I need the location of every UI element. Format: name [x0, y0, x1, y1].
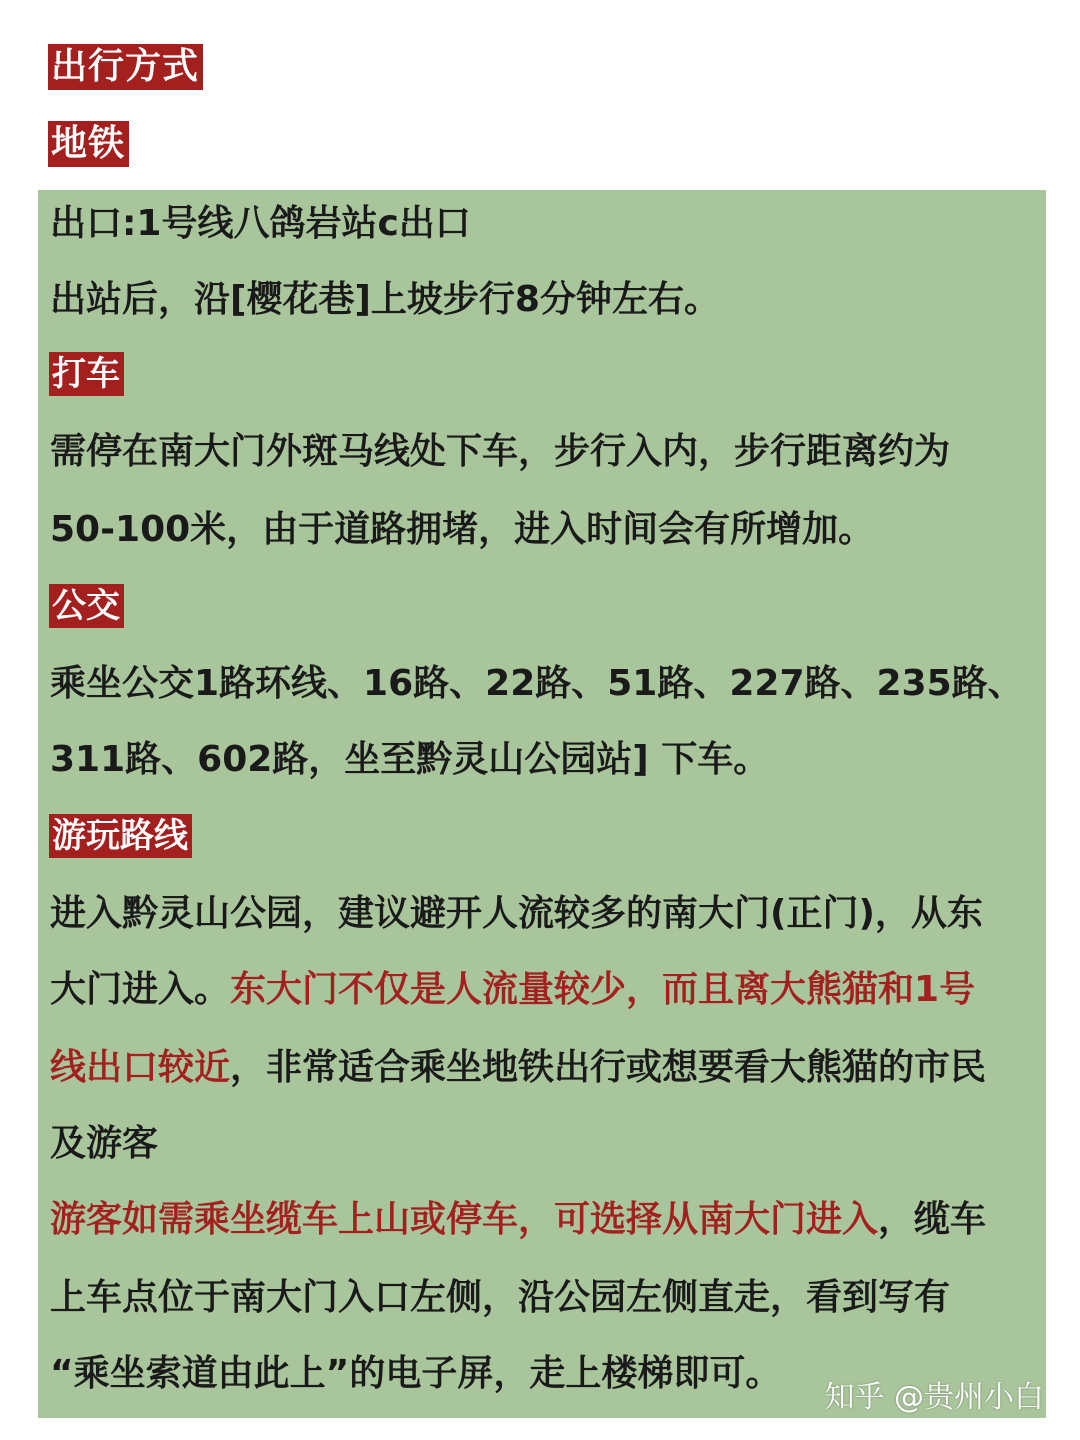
subway-walk-line: 出站后，沿[樱花巷]上坡步行8分钟左右。 — [50, 279, 720, 320]
taxi-line-1: 需停在南大门外斑马线处下车，步行入内，步行距离约为 — [50, 431, 951, 472]
bus-line-2: 311路、602路，坐至黔灵山公园站] 下车。 — [50, 739, 770, 780]
route-line-1: 进入黔灵山公园，建议避开人流较多的南大门(正门)，从东 — [50, 893, 983, 934]
route-line-5 — [50, 1198, 986, 1242]
route-line-5-highlight: 游客如需乘坐缆车上山或停车，可选择从南大门进入 — [50, 1199, 879, 1240]
route-line-6: 上车点位于南大门入口左侧，沿公园左侧直走，看到写有 — [50, 1277, 951, 1318]
route-line-2-highlight: 东大门不仅是人流量较少，而且离大熊猫和1号 — [230, 969, 976, 1010]
route-line-2 — [50, 968, 975, 1012]
route-line-3-highlight: 线出口较近 — [50, 1047, 231, 1088]
route-line-3-plain: ，非常适合乘坐地铁出行或想要看大熊猫的市民 — [230, 1047, 987, 1088]
section-tag-bus: 公交 — [49, 584, 124, 628]
taxi-line-2: 50-100米，由于道路拥堵，进入时间会有所增加。 — [50, 509, 875, 550]
route-line-2-plain: 大门进入。 — [50, 969, 231, 1010]
route-line-7: “乘坐索道由此上”的电子屏，走上楼梯即可。 — [50, 1353, 782, 1394]
route-line-4: 及游客 — [50, 1123, 159, 1164]
section-tag-taxi: 打车 — [49, 352, 124, 396]
subway-exit-line: 出口:1号线八鸽岩站c出口 — [50, 203, 471, 244]
section-tag-subway: 地铁 — [48, 121, 129, 167]
bus-line-1: 乘坐公交1路环线、16路、22路、51路、227路、235路、 — [50, 663, 1024, 704]
section-tag-route: 游玩路线 — [49, 814, 192, 858]
section-tag-travel-mode: 出行方式 — [48, 44, 203, 90]
route-line-3 — [50, 1046, 986, 1090]
watermark: 知乎 @贵州小白 — [824, 1380, 1044, 1415]
route-line-5-plain: ，缆车 — [878, 1199, 987, 1240]
content-panel — [38, 190, 1046, 1418]
